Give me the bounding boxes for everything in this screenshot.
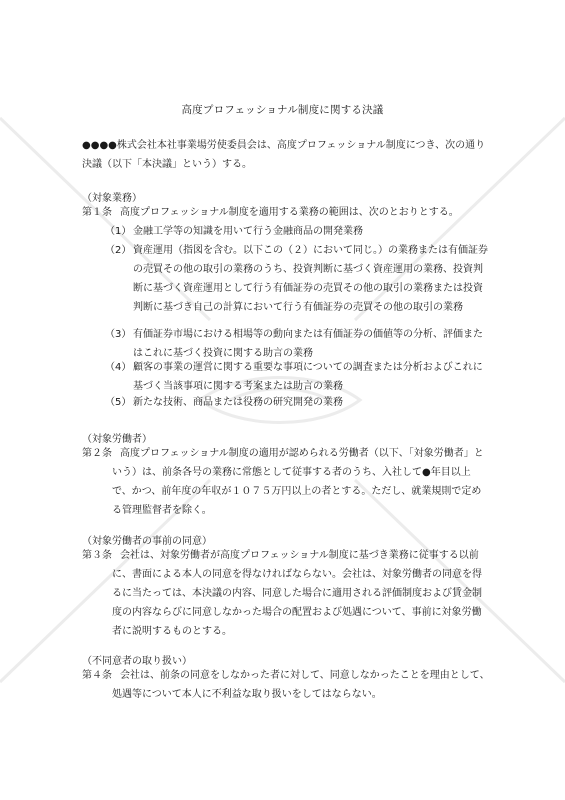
article-1 (82, 203, 490, 222)
article-text: 会社は、対象労働者が高度プロフェッショナル制度に基づき業務に従事する以前に、書面による本人の同意を得なければならない。会社は、対象労働者の同意を得るに当たっては、本決議の内容、同意した場合に適用される評価制度および賃金制度の内容ならびに同意しなかった場合の配置および処遇について、事前に対象労働者に説明するものとする。 (112, 550, 482, 637)
article-3 (82, 546, 490, 641)
section-heading-non-consent: （不同意者の取り扱い） (82, 656, 192, 667)
item-text: 金融工学等の知識を用いて行う金融商品の開発業務 (133, 226, 363, 237)
document-title: 高度プロフェッショナル制度に関する決議 (181, 104, 384, 116)
section-heading-prior-consent: （対象労働者の事前の同意） (82, 536, 212, 547)
list-item (105, 358, 489, 396)
article-text: 会社は、前条の同意をしなかった者に対して、同意しなかったことを理由として、処遇等について本人に不利益な取り扱いをしてはならない。 (112, 670, 490, 700)
article-4 (82, 666, 490, 704)
article-number: 第１条 (82, 207, 112, 218)
item-number: （4） (105, 362, 132, 373)
item-text: 新たな技術、商品または役務の研究開発の業務 (133, 397, 343, 408)
item-number: （1） (105, 226, 132, 237)
article-text: 高度プロフェッショナル制度の適用が認められる労働者（以下、「対象労働者」という）は、前条各号の業務に常態として従事する者のうち、入社して●年目以上で、かつ、前年度の年収が１０７５万円以上の者とする。ただし、就業規則で定める管理監督者を除く。 (112, 448, 484, 516)
list-item (105, 222, 489, 241)
article-number: 第３条 (82, 550, 112, 561)
item-number: （3） (105, 329, 132, 340)
article-number: 第４条 (82, 670, 112, 681)
article-number: 第２条 (82, 448, 112, 459)
article-text: 高度プロフェッショナル制度を適用する業務の範囲は、次のとおりとする。 (120, 207, 459, 218)
list-item (105, 393, 489, 412)
item-text: 顧客の事業の運営に関する重要な事項についての調査または分析およびこれに基づく当該事項に関する考案または助言の業務 (133, 362, 483, 392)
section-heading-target-work: （対象業務） (82, 193, 142, 204)
section-heading-target-workers: （対象労働者） (82, 434, 152, 445)
item-number: （2） (105, 245, 132, 256)
item-text: 有価証券市場における相場等の動向または有価証券の価値等の分析、評価またはこれに基づく投資に関する助言の業務 (133, 329, 483, 359)
intro-paragraph: ●●●●株式会社本社事業場労使委員会は、高度プロフェッショナル制度につき、次の通り決議（以下「本決議」という）する。 (82, 140, 486, 170)
article-2 (82, 444, 490, 520)
list-item (105, 241, 489, 317)
item-number: （5） (105, 397, 132, 408)
item-text: 資産運用（指図を含む。以下この（２）において同じ。）の業務または有価証券の売買その他の取引の業務のうち、投資判断に基づく資産運用の業務、投資判断に基づく資産運用として行う有価証券の売買その他の取引の業務または投資判断に基づき自己の計算において行う有価証券の売買その他の取引の業務 (133, 245, 488, 313)
